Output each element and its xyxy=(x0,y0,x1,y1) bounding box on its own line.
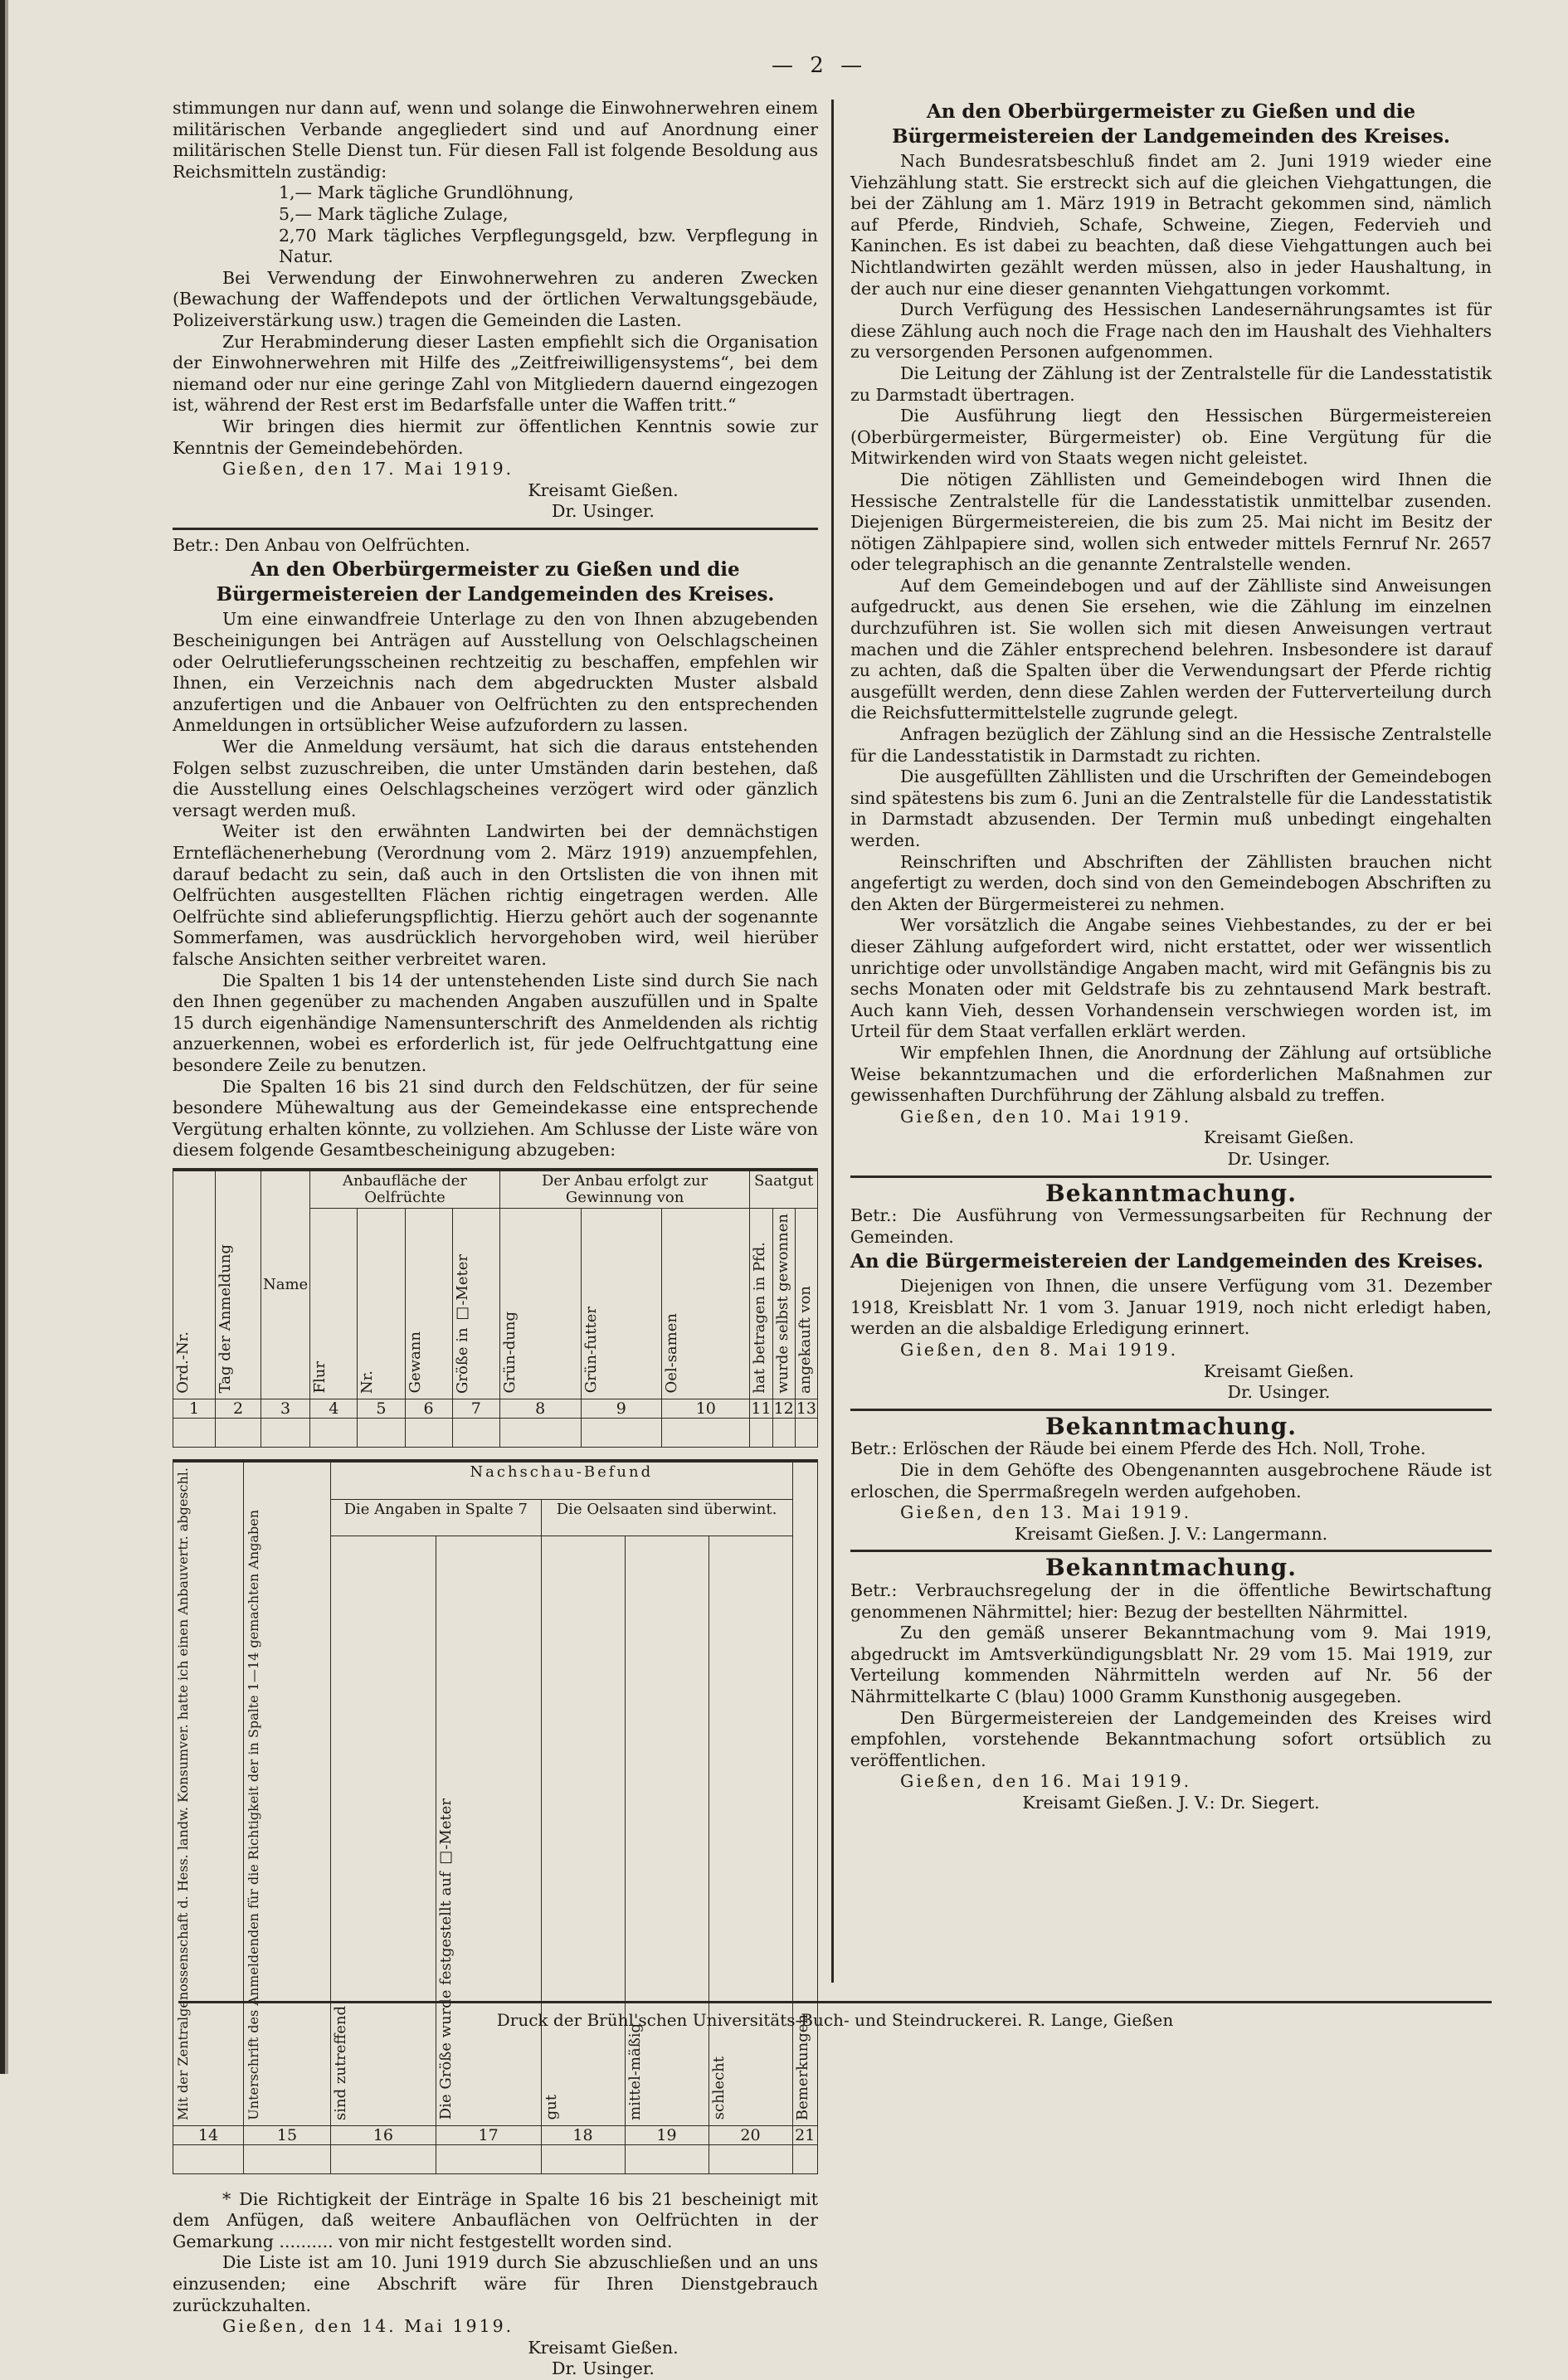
paragraph: Die ausgefüllten Zähllisten und die Urschriften der Gemeindebogen sind spätestens bis zum 6. Juni an die Zentralstelle für die Landesstatistik in Darmstadt abzusenden. Der Termin muß unbedingt eingehalten werden. xyxy=(850,767,1492,850)
announcement-title: Bekanntmachung. xyxy=(1045,1554,1297,1582)
right-column xyxy=(850,98,1492,1814)
col-gut: gut xyxy=(542,2095,560,2120)
col-anbauflaeche: Anbaufläche der Oelfrüchte xyxy=(343,1171,468,1206)
printer-imprint: Druck der Brühl'schen Universitäts-Buch- und Steindruckerei. R. Lange, Gießen xyxy=(178,2001,1492,2030)
paragraph: Die Ausführung liegt den Hessischen Bürgermeistereien (Oberbürgermeister, Bürgermeister) ob. Eine Vergütung für die Mitwirkenden wird von Staats wegen nicht geleistet. xyxy=(850,406,1492,469)
col-number: 13 xyxy=(796,1399,816,1418)
col-gewann: Gewann xyxy=(406,1331,424,1394)
paragraph: Wer die Anmeldung versäumt, hat sich die daraus entstehenden Folgen selbst zuzuschreiben, die unter Umständen darin bestehen, daß die Ausstellung eines Oelschlagscheines verzögert wird oder gänzlich versagt werden muß. xyxy=(173,737,818,820)
date-line: Gießen, den 16. Mai 1919. xyxy=(900,1771,1192,1792)
col-number: 16 xyxy=(331,2125,436,2144)
subject-line: Betr.: Erlöschen der Räude bei einem Pferde des Hch. Noll, Trohe. xyxy=(850,1438,1426,1459)
paragraph: Die Leitung der Zählung ist der Zentralstelle für die Landesstatistik zu Darmstadt übertragen. xyxy=(850,363,1492,405)
section-divider xyxy=(850,1409,1492,1411)
footnote: * Die Richtigkeit der Einträge in Spalte 16 bis 21 bescheinigt mit dem Anfügen, daß weitere Anbauflächen von Oelfrüchten in der Gemarkung .......... von mir nicht festgestellt worden sind. xyxy=(173,2188,818,2251)
form-table-2 xyxy=(173,1459,818,2174)
col-number: 20 xyxy=(709,2125,792,2144)
signature-office: Kreisamt Gießen. xyxy=(528,479,679,500)
col-selbst: wurde selbst gewonnen xyxy=(773,1213,791,1394)
column-divider xyxy=(831,100,834,1983)
section-divider xyxy=(173,528,818,530)
paragraph: Durch Verfügung des Hessischen Landesernährungsamtes ist für diese Zählung auch noch die Frage nach den im Haushalt des Viehhalters zu versorgenden Personen aufgenommen. xyxy=(850,299,1492,363)
col-number: 18 xyxy=(541,2125,625,2144)
signature-line: Kreisamt Gießen. J. V.: Langermann. xyxy=(1014,1523,1328,1544)
pay-line: 2,70 Mark tägliches Verpflegungsgeld, bzw. Verpflegung in Natur. xyxy=(279,225,818,267)
col-number: 7 xyxy=(452,1399,499,1418)
form-table-1 xyxy=(173,1168,818,1448)
section-divider xyxy=(850,1550,1492,1552)
col-saatgut: Saatgut xyxy=(754,1171,814,1190)
paragraph: Um eine einwandfreie Unterlage zu den von Ihnen abzugebenden Bescheinigungen bei Anträgen auf Ausstellung von Oelschlagscheinen oder Oelrutlieferungsscheinen rechtzeitig zu beschaffen, empfehlen wir Ihnen, ein Verzeichnis nach dem abgedruckten Muster alsbald anzufertigen und die Anbauer von Oelfrüchten zu den entsprechenden Anmeldungen in ortsüblicher Weise aufzufordern zu lassen. xyxy=(173,609,818,736)
section-heading: An den Oberbürgermeister zu Gießen und die Bürgermeistereien der Landgemeinden des Kreises. xyxy=(216,558,775,606)
paragraph: Reinschriften und Abschriften der Zähllisten brauchen nicht angefertigt zu werden, doch sind von den Gemeindebogen Abschriften zu den Akten der Bürgermeisterei zu nehmen. xyxy=(850,851,1492,914)
col-schlecht: schlecht xyxy=(709,2056,728,2120)
paragraph: Den Bürgermeistereien der Landgemeinden des Kreises wird empfohlen, vorstehende Bekanntmachung sofort ortsüblich zu veröffentlichen. xyxy=(850,1707,1492,1770)
signature-name: Dr. Usinger. xyxy=(1227,1148,1331,1169)
col-mittel: mittel-mäßig xyxy=(626,2022,644,2120)
paragraph: Anfragen bezüglich der Zählung sind an die Hessische Zentralstelle für die Landesstatistik in Darmstadt zu richten. xyxy=(850,724,1492,766)
signature-name: Dr. Usinger. xyxy=(1227,1382,1331,1403)
col-number: 17 xyxy=(436,2125,541,2144)
signature-line: Kreisamt Gießen. J. V.: Dr. Siegert. xyxy=(1022,1792,1320,1813)
col-bemerkungen: Bemerkungen xyxy=(793,2013,811,2120)
subject-line: Betr.: Den Anbau von Oelfrüchten. xyxy=(173,534,470,555)
col-betragen: hat betragen in Pfd. xyxy=(751,1242,769,1394)
col-angaben: Die Angaben in Spalte 7 xyxy=(343,1501,528,1519)
paragraph: Zur Herabminderung dieser Lasten empfiehlt sich die Organisation der Einwohnerwehren mit Hilfe des „Zeitfreiwilligensystems“, bei dem niemand oder nur eine geringe Zahl von Mitgliedern dauernd eingezogen ist, während der Rest erst im Bedarfsfalle unter die Waffen tritt.“ xyxy=(173,331,818,416)
page-edge-bleed xyxy=(0,0,17,2074)
col-number: 11 xyxy=(751,1399,772,1418)
col-number: 6 xyxy=(405,1399,452,1418)
col-name: Name xyxy=(263,1275,309,1293)
col-tag: Tag der Anmeldung xyxy=(217,1244,234,1394)
col-oelsamen: Oel-samen xyxy=(663,1313,681,1394)
col-number: 19 xyxy=(625,2125,709,2144)
section-heading: An den Oberbürgermeister zu Gießen und die Bürgermeistereien der Landgemeinden des Kreises. xyxy=(892,100,1450,148)
col-number: 15 xyxy=(244,2125,331,2144)
col-number: 10 xyxy=(662,1399,750,1418)
date-line: Gießen, den 8. Mai 1919. xyxy=(900,1340,1179,1360)
paragraph: Die Spalten 1 bis 14 der untenstehenden Liste sind durch Sie nach den Ihnen gegenüber zu machenden Angaben auszufüllen und in Spalte 15 durch eigenhändige Namensunterschrift des Anmeldenden als richtig anzuerkennen, wobei es erforderlich ist, für jede Oelfruchtgattung eine besondere Zeile zu benutzen. xyxy=(173,970,818,1075)
paragraph: Die Spalten 16 bis 21 sind durch den Feldschützen, der für seine besondere Mühewaltung aus der Gemeindekasse eine entsprechende Vergütung erhalten könnte, zu vollziehen. Am Schlusse der Liste wäre von diesem folgende Gesamtbescheinigung abzugeben: xyxy=(173,1076,818,1161)
col-number: 9 xyxy=(581,1399,662,1418)
pay-line: 5,— Mark tägliche Zulage, xyxy=(279,203,509,224)
paragraph: Wir empfehlen Ihnen, die Anordnung der Zählung auf ortsübliche Weise bekanntzumachen und die erforderlichen Maßnahmen zur gewissenhaften Durchführung der Zählung alsbald zu treffen. xyxy=(850,1042,1492,1106)
col-number: 1 xyxy=(173,1399,216,1418)
paragraph: Zu den gemäß unserer Bekanntmachung vom 9. Mai 1919, abgedruckt im Amtsverkündigungsblatt Nr. 29 vom 15. Mai 1919, zur Verteilung kommenden Nährmitteln werden auf Nr. 56 der Nährmittelkarte C (blau) 1000 Gramm Kunsthonig ausgegeben. xyxy=(850,1623,1492,1706)
col-number: 5 xyxy=(358,1399,405,1418)
paragraph: Wer vorsätzlich die Angabe seines Viehbestandes, zu der er bei dieser Zählung aufgefordert wird, nicht erstattet, oder wer wissentlich unrichtige oder unvollständige Angaben macht, wird mit Gefängnis bis zu sechs Monaten oder mit Geldstrafe bis zu zehntausend Mark bestraft. Auch kann Vieh, dessen Vorhandensein verschwiegen worden ist, im Urteil für dem Staat verfallen erklärt werden. xyxy=(850,915,1492,1042)
intro-paragraph: stimmungen nur dann auf, wenn und solange die Einwohnerwehren einem militärischen Verbande angegliedert sind und auf Anordnung einer militärischen Stelle Dienst tun. Für diesen Fall ist folgende Besoldung aus Reichsmitteln zuständig: xyxy=(173,98,818,182)
table-row xyxy=(173,1418,818,1447)
col-nr: Nr. xyxy=(358,1370,377,1394)
section-heading: An die Bürgermeistereien der Landgemeinden des Kreises. xyxy=(850,1250,1483,1273)
pay-list xyxy=(279,183,818,267)
announcement-title: Bekanntmachung. xyxy=(1045,1412,1297,1440)
signature-office: Kreisamt Gießen. xyxy=(1203,1360,1355,1381)
col-zutreffend: sind zutreffend xyxy=(332,2005,349,2120)
col-gruendung: Grün-dung xyxy=(500,1312,519,1394)
date-line: Gießen, den 10. Mai 1919. xyxy=(900,1106,1192,1127)
date-line: Gießen, den 17. Mai 1919. xyxy=(222,459,514,479)
subject-line: Betr.: Die Ausführung von Vermessungsarbeiten für Rechnung der Gemeinden. xyxy=(850,1205,1492,1247)
paragraph: Die in dem Gehöfte des Obengenannten ausgebrochene Räude ist erloschen, die Sperrmaßregeln werden aufgehoben. xyxy=(850,1460,1492,1501)
date-line: Gießen, den 13. Mai 1919. xyxy=(900,1502,1192,1523)
col-flur: Flur xyxy=(311,1361,329,1394)
col-number: 2 xyxy=(216,1399,261,1418)
signature-office: Kreisamt Gießen. xyxy=(1203,1127,1355,1148)
col-oelsaaten: Die Oelsaaten sind überwint. xyxy=(556,1501,777,1519)
pay-line: 1,— Mark tägliche Grundlöhnung, xyxy=(279,183,574,203)
paragraph: Nach Bundesratsbeschluß findet am 2. Juni 1919 wieder eine Viehzählung statt. Sie erstreckt sich auf die gleichen Viehgattungen, die bei der Zählung am 1. März 1919 in Betracht gekommen sind, nämlich auf Pferde, Rindvieh, Schafe, Schweine, Ziegen, Federvieh und Kaninchen. Es ist dabei zu beachten, daß diese Viehgattungen auch bei Nichtlandwirten gezählt werden müssen, also in jeder Haushaltung, in der auch nur eine dieser genannten Viehgattungen vorkommt. xyxy=(850,151,1492,299)
date-line: Gießen, den 14. Mai 1919. xyxy=(222,2316,514,2337)
col-number: 3 xyxy=(261,1399,310,1418)
col-number: 14 xyxy=(173,2125,244,2144)
col-number: 12 xyxy=(773,1399,794,1418)
col-number: 4 xyxy=(310,1399,358,1418)
subject-line: Betr.: Verbrauchsregelung der in die öffentliche Bewirtschaftung genommenen Nährmittel; hier: Bezug der bestellten Nährmittel. xyxy=(850,1580,1492,1622)
col-angekauft: angekauft von xyxy=(796,1285,814,1394)
paragraph: Auf dem Gemeindebogen und auf der Zählliste sind Anweisungen aufgedruckt, aus denen Sie ersehen, wie die Zählung im einzelnen durchzuführen ist. Sie wollen sich mit diesen Anweisungen vertraut machen und die Zähler entsprechend belehren. Insbesondere ist darauf zu achten, daß die Spalten über die Verwendungsart der Pferde richtig ausgefüllt werden, denn diese Zahlen werden der Futterverteilung durch die Reichsfuttermittelstelle zugrunde gelegt. xyxy=(850,575,1492,723)
signature-office: Kreisamt Gießen. xyxy=(528,2337,679,2358)
col-number: 21 xyxy=(792,2125,817,2144)
paragraph: Bei Verwendung der Einwohnerwehren zu anderen Zwecken (Bewachung der Waffendepots und der örtlichen Verwaltungsgebäude, Polizeiverstärkung usw.) tragen die Gemeinden die Lasten. xyxy=(173,267,818,330)
section-divider xyxy=(850,1175,1492,1178)
col-unterschrift: Unterschrift des Anmeldenden für die Richtigkeit der in Spalte 1—14 gemachten Angaben xyxy=(246,1509,261,2120)
signature-name: Dr. Usinger. xyxy=(552,501,655,522)
paragraph: Wir bringen dies hiermit zur öffentlichen Kenntnis sowie zur Kenntnis der Gemeindebehörden. xyxy=(173,416,818,458)
paragraph: Diejenigen von Ihnen, die unsere Verfügung vom 31. Dezember 1918, Kreisblatt Nr. 1 vom 3. Januar 1919, noch nicht erledigt haben, werden an die alsbaldige Erledigung erinnert. xyxy=(850,1276,1492,1339)
paragraph: Weiter ist den erwähnten Landwirten bei der demnächstigen Ernteflächenerhebung (Verordnung vom 2. März 1919) anzuempfehlen, darauf bedacht zu sein, daß auch in den Ortslisten die von ihnen mit Oelfrüchten ausgestellten Flächen richtig eingetragen werden. Alle Oelfrüchte sind ablieferungspflichtig. Hierzu gehört auch der sogenannte Sommerfamen, was ausdrücklich hervorgehoben wird, weil hierüber falsche Ansichten seither verbreitet waren. xyxy=(173,821,818,969)
col-ord-nr: Ord.-Nr. xyxy=(174,1331,192,1394)
col-groesse: Größe in □-Meter xyxy=(453,1253,471,1394)
table-row xyxy=(173,2144,818,2173)
announcement-title: Bekanntmachung. xyxy=(1045,1179,1297,1207)
paragraph: Die Liste ist am 10. Juni 1919 durch Sie abzuschließen und an uns einzusenden; eine Abschrift wäre für Ihren Dienstgebrauch zurückzuhalten. xyxy=(173,2252,818,2315)
page-number: — 2 — xyxy=(772,53,868,78)
col-number: 8 xyxy=(499,1399,581,1418)
left-column xyxy=(173,98,818,2380)
col-festgestellt: Die Größe wurde festgestellt auf □-Meter xyxy=(436,1798,455,2120)
col-nachschau: Nachschau-Befund xyxy=(470,1463,654,1481)
signature-name: Dr. Usinger. xyxy=(552,2358,655,2379)
paragraph: Die nötigen Zähllisten und Gemeindebogen wird Ihnen die Hessische Zentralstelle für die Landesstatistik unmittelbar zusenden. Diejenigen Bürgermeistereien, die bis zum 25. Mai nicht im Besitz der nötigen Zählpapiere sind, wollen sich entweder mittels Fernruf Nr. 2657 oder telegraphisch an die genannte Zentralstelle wenden. xyxy=(850,469,1492,575)
col-mit-zentral: Mit der Zentralgenossenschaft d. Hess. landw. Konsumver. hatte ich einen Anbauvertr. abgeschl. xyxy=(175,1467,191,2120)
col-gruenfutter: Grün-futter xyxy=(582,1307,600,1394)
col-anbau-erfolgt: Der Anbau erfolgt zur Gewinnung von xyxy=(541,1171,709,1206)
